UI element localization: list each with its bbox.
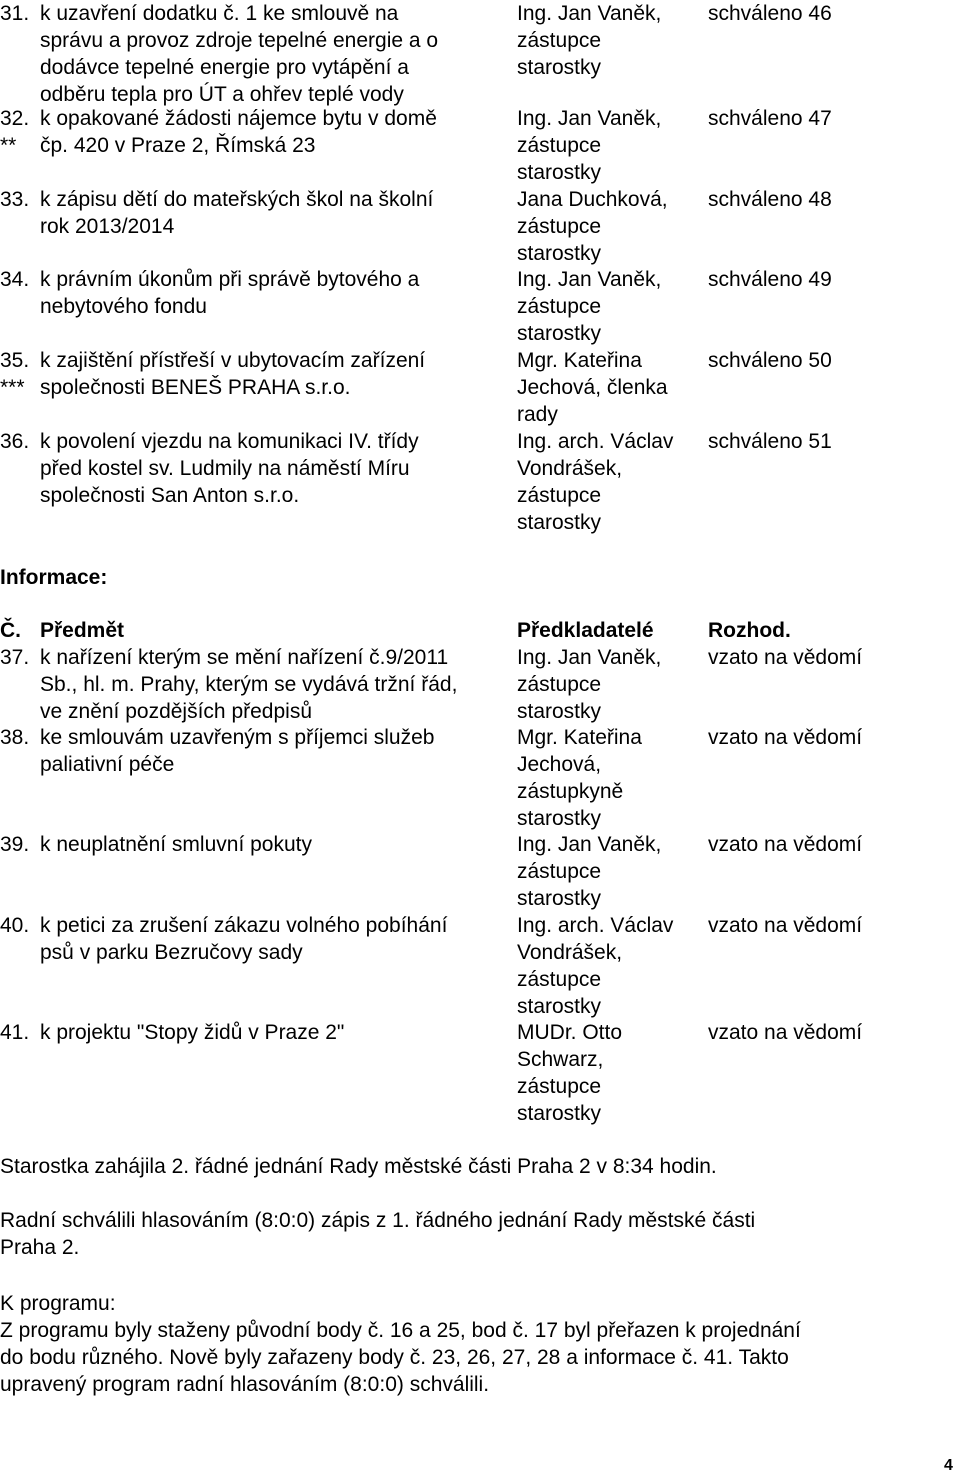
item-number: 32. ** [0,107,30,157]
item-presenter: Ing. arch. Václav Vondrášek, zástupce starostky [517,430,674,534]
item-subject: k nařízení kterým se mění nařízení č.9/2011 Sb., hl. m. Prahy, kterým se vydává tržní řád, ve znění pozdějších předpisů [40,646,458,723]
item-subject: k zápisu dětí do mateřských škol na školní rok 2013/2014 [40,188,434,238]
item-decision: vzato na vědomí [708,833,863,856]
item-presenter: Ing. Jan Vaněk, zástupce starostky [517,833,662,910]
opening-paragraph: Starostka zahájila 2. řádné jednání Rady městské části Praha 2 v 8:34 hodin. [0,1155,717,1178]
info-heading: Informace: [0,566,108,589]
item-subject: k uzavření dodatku č. 1 ke smlouvě na správu a provoz zdroje tepelné energie a o dodávce tepelné energie pro vytápění a odběru tepla pro ÚT a ohřev teplé vody [40,2,439,106]
item-decision: schváleno 47 [708,107,832,130]
item-presenter: MUDr. Otto Schwarz, zástupce starostky [517,1021,623,1125]
item-number: 31. [0,2,30,25]
item-number: 35. *** [0,349,30,399]
item-subject: k petici za zrušení zákazu volného pobíhání psů v parku Bezručovy sady [40,914,448,964]
item-decision: schváleno 50 [708,349,832,372]
minutes-paragraph: Radní schválili hlasováním (8:0:0) zápis z 1. řádného jednání Rady městské části Praha 2. [0,1209,756,1259]
item-number: 36. [0,430,30,453]
item-number: 37. [0,646,30,669]
item-decision: vzato na vědomí [708,914,863,937]
item-decision: vzato na vědomí [708,726,863,749]
item-subject: ke smlouvám uzavřeným s příjemci služeb paliativní péče [40,726,435,776]
item-presenter: Jana Duchková, zástupce starostky [517,188,668,265]
header-subject: Předmět [40,619,125,642]
header-number: Č. [0,619,21,642]
item-subject: k neuplatnění smluvní pokuty [40,833,312,856]
item-presenter: Ing. Jan Vaněk, zástupce starostky [517,646,662,723]
item-subject: k zajištění přístřeší v ubytovacím zařízení společnosti BENEŠ PRAHA s.r.o. [40,349,426,399]
item-decision: schváleno 49 [708,268,832,291]
program-paragraph: Z programu byly staženy původní body č. 16 a 25, bod č. 17 byl přeřazen k projednání do bodu různého. Nově byly zařazeny body č. 23, 26, 27, 28 a informace č. 41. Takto upravený program radní hlasováním (8:0:0) schválili. [0,1319,801,1396]
item-presenter: Ing. Jan Vaněk, zástupce starostky [517,107,662,184]
header-presenter: Předkladatelé [517,619,654,642]
item-decision: schváleno 51 [708,430,832,453]
item-presenter: Mgr. Kateřina Jechová, zástupkyně starostky [517,726,642,830]
item-number: 39. [0,833,30,856]
item-number: 40. [0,914,30,937]
item-decision: schváleno 48 [708,188,832,211]
item-presenter: Ing. Jan Vaněk, zástupce starostky [517,268,662,345]
item-number: 38. [0,726,30,749]
item-subject: k právním úkonům při správě bytového a nebytového fondu [40,268,420,318]
item-decision: vzato na vědomí [708,646,863,669]
item-decision: schváleno 46 [708,2,832,25]
item-presenter: Ing. Jan Vaněk, zástupce starostky [517,2,662,79]
item-presenter: Ing. arch. Václav Vondrášek, zástupce starostky [517,914,674,1018]
item-subject: k povolení vjezdu na komunikaci IV. třídy před kostel sv. Ludmily na náměstí Míru společnosti San Anton s.r.o. [40,430,419,507]
program-heading: K programu: [0,1292,116,1315]
item-number: 33. [0,188,30,211]
item-presenter: Mgr. Kateřina Jechová, členka rady [517,349,668,426]
header-decision: Rozhod. [708,619,791,642]
item-decision: vzato na vědomí [708,1021,863,1044]
item-number: 41. [0,1021,30,1044]
item-subject: k projektu "Stopy židů v Praze 2" [40,1021,345,1044]
item-subject: k opakované žádosti nájemce bytu v domě čp. 420 v Praze 2, Římská 23 [40,107,437,157]
item-number: 34. [0,268,30,291]
page-number: 4 [944,1457,953,1474]
